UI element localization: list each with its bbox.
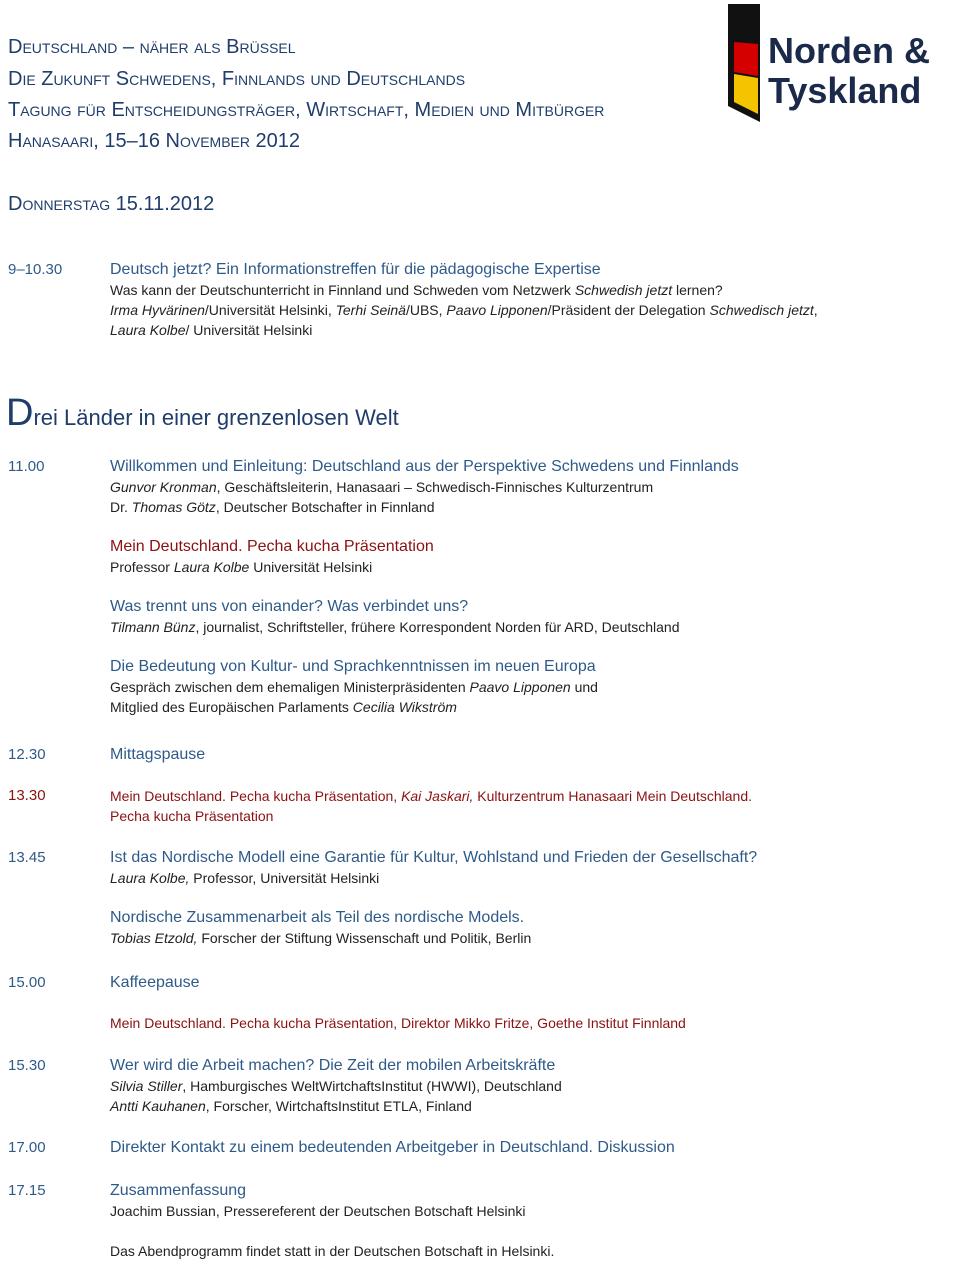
logo-text-line1: Norden & bbox=[768, 30, 930, 71]
speaker-line: Joachim Bussian, Pressereferent der Deutschen Botschaft Helsinki bbox=[110, 1203, 526, 1219]
session-time: 17.15 bbox=[8, 1182, 46, 1199]
header-audience: Tagung für Entscheidungsträger, Wirtschaft, Medien und Mitbürger bbox=[8, 99, 605, 121]
session-title: Kaffeepause bbox=[110, 974, 200, 991]
session-time: 13.45 bbox=[8, 849, 46, 866]
speaker-line: Dr. Thomas Götz, Deutscher Botschafter in Finnland bbox=[110, 499, 435, 515]
session-time: 17.00 bbox=[8, 1139, 46, 1156]
header-title: Deutschland – näher als Brüssel bbox=[8, 36, 296, 58]
session-title: Mein Deutschland. Pecha kucha Präsentation, Kai Jaskari, Kulturzentrum Hanasaari Mein Deutschland. bbox=[110, 788, 752, 804]
speaker-line: Laura Kolbe, Professor, Universität Helsinki bbox=[110, 870, 380, 886]
day-heading: Donnerstag 15.11.2012 bbox=[8, 193, 215, 215]
talk-title: Nordische Zusammenarbeit als Teil des nordische Models. bbox=[110, 909, 525, 926]
session-title-2: Pecha kucha Präsentation bbox=[110, 808, 274, 824]
session-title: Deutsch jetzt? Ein Informationstreffen für die pädagogische Expertise bbox=[110, 261, 601, 278]
speaker-line: Gespräch zwischen dem ehemaligen Ministerpräsidenten Paavo Lipponen und bbox=[110, 679, 598, 695]
session-time: 9–10.30 bbox=[8, 261, 63, 278]
speaker-line: Mitglied des Europäischen Parlaments Cecilia Wikström bbox=[110, 699, 457, 715]
speaker-line: Professor Laura Kolbe Universität Helsinki bbox=[110, 559, 373, 575]
session-title: Mittagspause bbox=[110, 746, 206, 763]
session-title: Zusammenfassung bbox=[110, 1182, 247, 1199]
session-time: 11.00 bbox=[8, 458, 45, 475]
speaker-line: Tilmann Bünz, journalist, Schriftsteller, frühere Korrespondent Norden für ARD, Deutschland bbox=[110, 619, 680, 635]
pecha-kucha-title: Mein Deutschland. Pecha kucha Präsentation bbox=[110, 538, 434, 555]
speaker-line: Gunvor Kronman, Geschäftsleiterin, Hanasaari – Schwedisch-Finnisches Kulturzentrum bbox=[110, 479, 654, 495]
session-title: Willkommen und Einleitung: Deutschland aus der Perspektive Schwedens und Finnlands bbox=[110, 458, 739, 475]
session-speakers: Irma Hyvärinen/Universität Helsinki, Terhi Seinä/UBS, Paavo Lipponen/Präsident der Delegation Schwedisch jetzt, bbox=[110, 302, 818, 318]
evening-program-note: Das Abendprogramm findet statt in der Deutschen Botschaft in Helsinki. bbox=[110, 1243, 555, 1259]
pecha-kucha-title: Mein Deutschland. Pecha kucha Präsentation, Direktor Mikko Fritze, Goethe Institut Finnland bbox=[110, 1015, 686, 1031]
session-time: 12.30 bbox=[8, 746, 46, 763]
session-title: Wer wird die Arbeit machen? Die Zeit der mobilen Arbeitskräfte bbox=[110, 1057, 556, 1074]
header-subtitle: Die Zukunft Schwedens, Finnlands und Deutschlands bbox=[8, 68, 466, 90]
session-title: Direkter Kontakt zu einem bedeutenden Arbeitgeber in Deutschland. Diskussion bbox=[110, 1139, 675, 1156]
talk-title: Die Bedeutung von Kultur- und Sprachkenntnissen im neuen Europa bbox=[110, 658, 596, 675]
session-title: Ist das Nordische Modell eine Garantie für Kultur, Wohlstand und Frieden der Gesellschaft? bbox=[110, 849, 758, 866]
talk-title: Was trennt uns von einander? Was verbindet uns? bbox=[110, 598, 469, 615]
header-venue-date: Hanasaari, 15–16 November 2012 bbox=[8, 130, 301, 152]
session-question: Was kann der Deutschunterricht in Finnland und Schweden vom Netzwerk Schwedish jetzt lernen? bbox=[110, 282, 723, 298]
session-time: 15.30 bbox=[8, 1057, 46, 1074]
section-title: Drei Länder in einer grenzenlosen Welt bbox=[6, 392, 399, 434]
speaker-line: Antti Kauhanen, Forscher, WirtchaftsInstitut ETLA, Finland bbox=[110, 1098, 472, 1114]
session-time: 15.00 bbox=[8, 974, 46, 991]
session-speakers-2: Laura Kolbe/ Universität Helsinki bbox=[110, 322, 313, 338]
speaker-line: Silvia Stiller, Hamburgisches WeltWirtchaftsInstitut (HWWI), Deutschland bbox=[110, 1078, 562, 1094]
speaker-line: Tobias Etzold, Forscher der Stiftung Wissenschaft und Politik, Berlin bbox=[110, 930, 532, 946]
norden-tyskland-logo bbox=[724, 2, 960, 124]
logo-text-line2: Tyskland bbox=[768, 70, 922, 111]
session-time: 13.30 bbox=[8, 787, 46, 804]
